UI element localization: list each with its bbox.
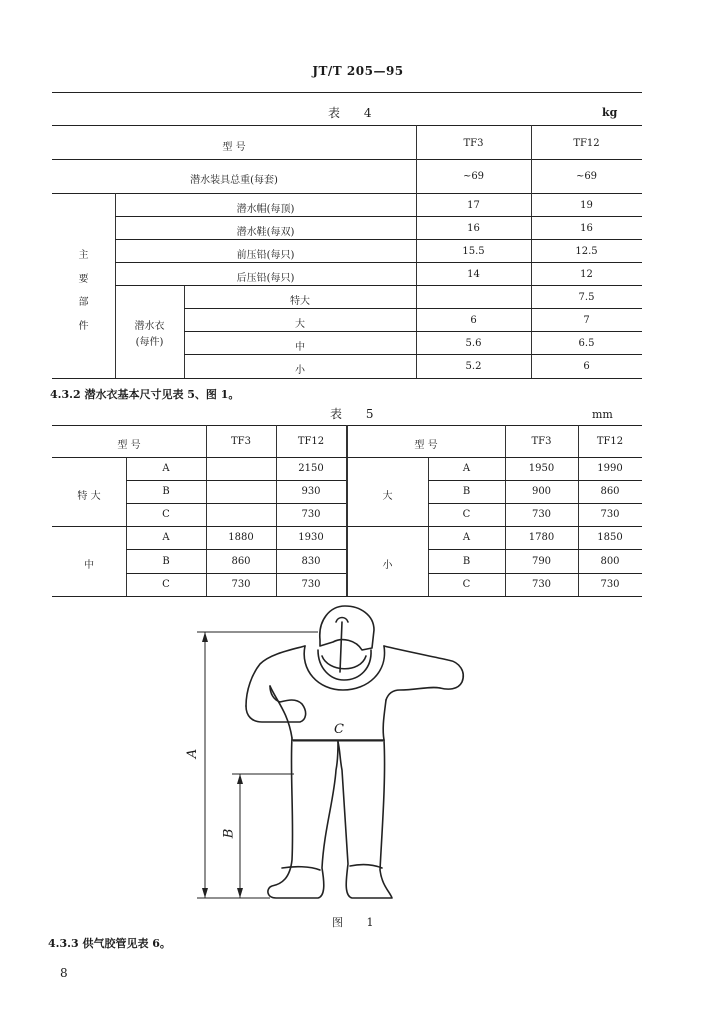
table-5-tf12: 830	[301, 556, 321, 567]
table-5-tf12: 800	[600, 556, 620, 567]
table-4-col-tf3: TF3	[463, 138, 484, 149]
table-4-row-label: 潜水帽(每顶)	[236, 204, 295, 215]
page-number: 8	[60, 966, 68, 980]
table-4-row-tf12: 12.5	[575, 246, 598, 257]
table-5-dim: A	[162, 532, 170, 543]
table-4-suit-tf3: 6	[470, 315, 477, 326]
table-5-tf12: 1990	[597, 463, 623, 474]
diving-suit-figure	[0, 600, 716, 920]
table-5-tf12: 860	[600, 486, 620, 497]
table-5-tf12: 1850	[597, 532, 623, 543]
table-5-dim: C	[162, 509, 170, 520]
table-5-tf12: 730	[301, 579, 321, 590]
table-4-group-char: 部	[78, 297, 89, 308]
table-4-suit-size: 中	[295, 342, 305, 353]
figure-caption: 图 1	[332, 916, 384, 929]
table-5-dim: C	[462, 579, 471, 590]
table-5-size: 小	[382, 560, 393, 571]
table-5-dim: A	[462, 532, 471, 543]
table-4-total-label: 潜水装具总重(每套)	[190, 175, 278, 186]
paragraph-4-3-3: 4.3.3 供气胶管见表 6。	[48, 937, 171, 950]
table-4-row-tf12: 19	[580, 200, 593, 211]
table-5-dim: B	[162, 486, 170, 497]
table-5-dim: C	[162, 579, 170, 590]
table-4-row-tf3: 15.5	[462, 246, 485, 257]
table-5-tf12: 730	[600, 509, 620, 520]
table-4-suit-tf12: 6.5	[578, 338, 595, 349]
document-header: JT/T 205—95	[312, 64, 404, 78]
table-4-total-tf12: ~69	[575, 171, 598, 182]
table-5-col-model-right: 型 号	[414, 440, 438, 451]
table-5-dim: A	[162, 463, 170, 474]
table-4-total-tf3: ~69	[462, 171, 485, 182]
table-5-tf3: 860	[231, 556, 251, 567]
table-4-caption: 表 4	[328, 106, 382, 120]
table-4-suit-size: 大	[295, 319, 305, 330]
table-5-col-tf3-right: TF3	[531, 436, 552, 447]
table-4-suit-size: 特大	[290, 296, 310, 307]
table-5-unit: mm	[592, 408, 613, 421]
table-4-row-label: 后压铅(每只)	[236, 273, 295, 284]
table-5-tf12: 1930	[298, 532, 324, 543]
table-5-tf12: 2150	[298, 463, 324, 474]
table-4-suit-tf12: 6	[583, 361, 590, 372]
table-5-size: 特 大	[77, 491, 101, 502]
table-4-row-tf12: 12	[580, 269, 593, 280]
table-4-suit-tf3: 5.2	[465, 361, 482, 372]
table-5-dim: A	[462, 463, 471, 474]
table-5-tf3: 900	[531, 486, 552, 497]
table-4-suit-label: 潜水衣	[134, 321, 165, 332]
table-4-row-tf12: 16	[580, 223, 593, 234]
table-5-dim: B	[462, 556, 471, 567]
table-4-group-char: 件	[78, 321, 89, 332]
table-5-tf3: 1950	[528, 463, 555, 474]
table-5-tf12: 730	[301, 509, 321, 520]
table-4-suit-tf3: 5.6	[465, 338, 482, 349]
table-5-caption: 表 5	[330, 407, 384, 421]
table-5-tf3: 1780	[528, 532, 555, 543]
table-5-dim: B	[462, 486, 471, 497]
table-5-tf3: 730	[531, 579, 552, 590]
table-4-unit: kg	[602, 106, 618, 119]
dimension-b-label: B	[221, 828, 237, 839]
dimension-a-label: A	[185, 748, 201, 759]
table-4-row-label: 潜水鞋(每双)	[236, 227, 295, 238]
table-4-col-model: 型 号	[222, 142, 246, 153]
table-5-tf12: 730	[600, 579, 620, 590]
paragraph-4-3-2: 4.3.2 潜水衣基本尺寸见表 5、图 1。	[50, 388, 240, 401]
table-5-col-model-left: 型 号	[117, 440, 141, 451]
table-5-dim: C	[462, 509, 471, 520]
table-4-group-char: 要	[78, 274, 89, 285]
table-4-suit-label-sub: (每件)	[135, 337, 164, 348]
table-4-suit-tf12: 7	[583, 315, 590, 326]
table-5-tf12: 930	[301, 486, 321, 497]
table-5-size: 中	[84, 560, 94, 571]
table-5-tf3: 730	[531, 509, 552, 520]
table-5-col-tf12-right: TF12	[596, 436, 624, 447]
table-4-row-tf3: 16	[467, 223, 480, 234]
table-5-dim: B	[162, 556, 170, 567]
table-4-row-tf3: 14	[467, 269, 480, 280]
table-4-group-char: 主	[78, 250, 89, 261]
dimension-c-label: C	[334, 722, 344, 737]
table-4-suit-tf12: 7.5	[578, 292, 595, 303]
table-5-col-tf3-left: TF3	[231, 436, 251, 447]
table-5-tf3: 730	[231, 579, 251, 590]
table-5-tf3: 1880	[228, 532, 254, 543]
table-5-tf3: 790	[531, 556, 552, 567]
table-4-row-label: 前压铅(每只)	[236, 250, 295, 261]
table-5-size: 大	[382, 491, 393, 502]
table-4-row-tf3: 17	[467, 200, 480, 211]
table-4-suit-size: 小	[295, 365, 305, 376]
table-5-col-tf12-left: TF12	[297, 436, 325, 447]
table-4-col-tf12: TF12	[573, 138, 600, 149]
